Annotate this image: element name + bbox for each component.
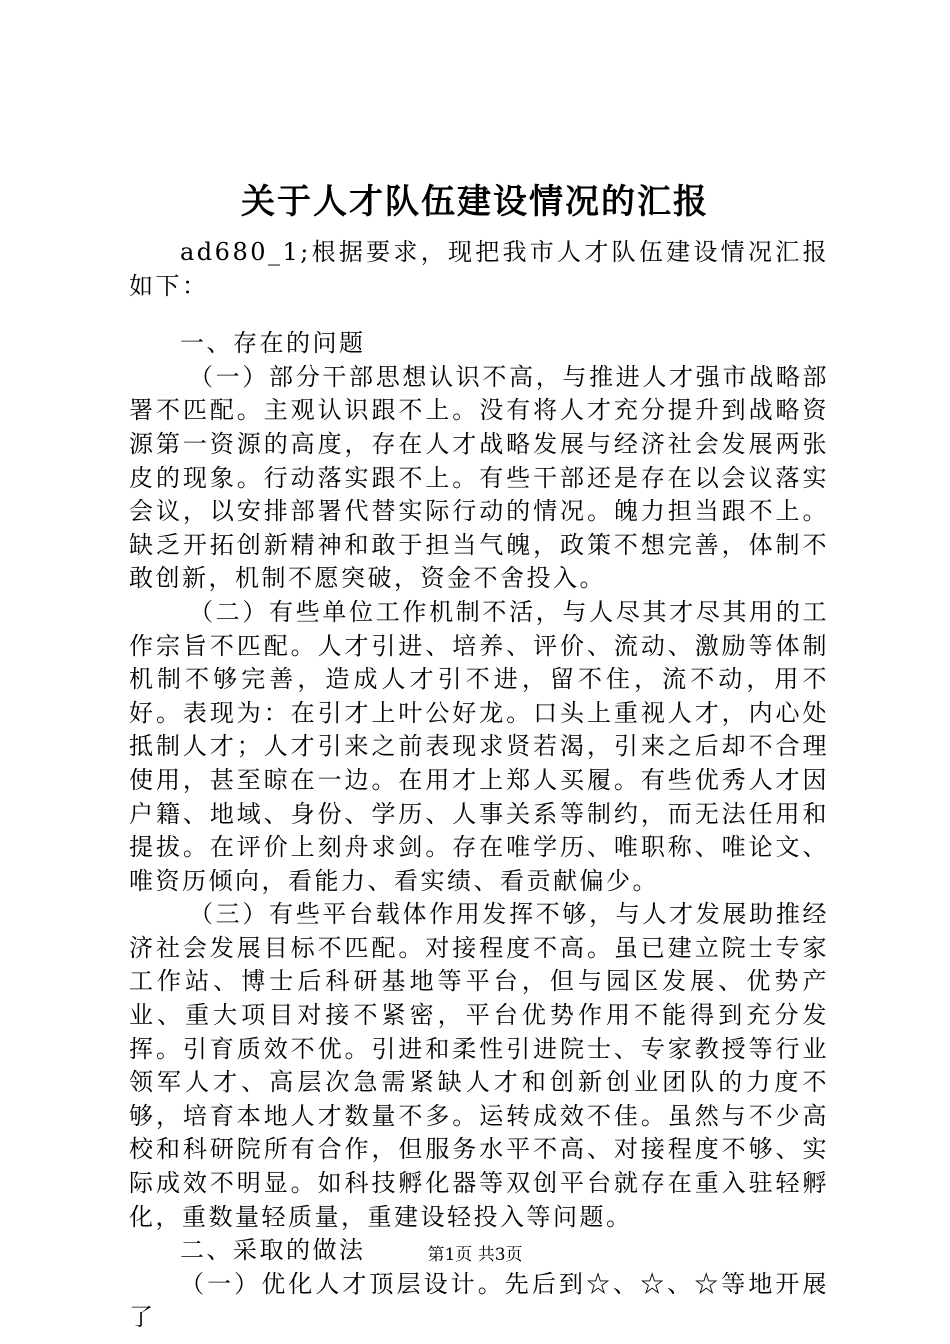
document-title: 关于人才队伍建设情况的汇报 xyxy=(241,182,709,222)
paragraph-problem-3: （三）有些平台载体作用发挥不够，与人才发展助推经济社会发展目标不匹配。对接程度不高。虽已建立院士专家工作站、博士后科研基地等平台，但与园区发展、优势产业、重大项目对接不紧密，平台优势作用不能得到充分发挥。引育质效不优。引进和柔性引进院士、专家教授等行业领军人才、高层次急需紧缺人才和创新创业团队的力度不够，培育本地人才数量不多。运转成效不佳。虽然与不少高校和科研院所有合作，但服务水平不高、对接程度不够、实际成效不明显。如科技孵化器等双创平台就存在重入驻轻孵化，重数量轻质量，重建设轻投入等问题。 xyxy=(129,900,829,1231)
intro-paragraph: ad680_1;根据要求，现把我市人才队伍建设情况汇报如下： xyxy=(129,238,829,300)
page-footer: 第1页 共3页 xyxy=(427,1245,523,1265)
paragraph-problem-2: （二）有些单位工作机制不活，与人尽其才尽其用的工作宗旨不匹配。人才引进、培养、评价、流动、激励等体制机制不够完善，造成人才引不进，留不住，流不动，用不好。表现为：在引才上叶公好龙。口头上重视人才，内心处抵制人才；人才引来之前表现求贤若渴，引来之后却不合理使用，甚至晾在一边。在用才上郑人买履。有些优秀人才因户籍、地域、身份、学历、人事关系等制约，而无法任用和提拔。在评价上刻舟求剑。存在唯学历、唯职称、唯论文、唯资历倾向，看能力、看实绩、看贡献偏少。 xyxy=(129,597,829,895)
paragraph-problem-1: （一）部分干部思想认识不高，与推进人才强市战略部署不匹配。主观认识跟不上。没有将人才充分提升到战略资源第一资源的高度，存在人才战略发展与经济社会发展两张皮的现象。行动落实跟不上。有些干部还是存在以会议落实会议，以安排部署代替实际行动的情况。魄力担当跟不上。缺乏开拓创新精神和敢于担当气魄，政策不想完善，体制不敢创新，机制不愿突破，资金不舍投入。 xyxy=(129,362,829,593)
paragraph-measure-1: （一）优化人才顶层设计。先后到☆、☆、☆等地开展了 xyxy=(129,1269,829,1332)
section-heading-measures: 二、采取的做法 xyxy=(180,1236,366,1265)
section-heading-problems: 一、存在的问题 xyxy=(180,329,366,358)
document-body xyxy=(129,236,829,1335)
